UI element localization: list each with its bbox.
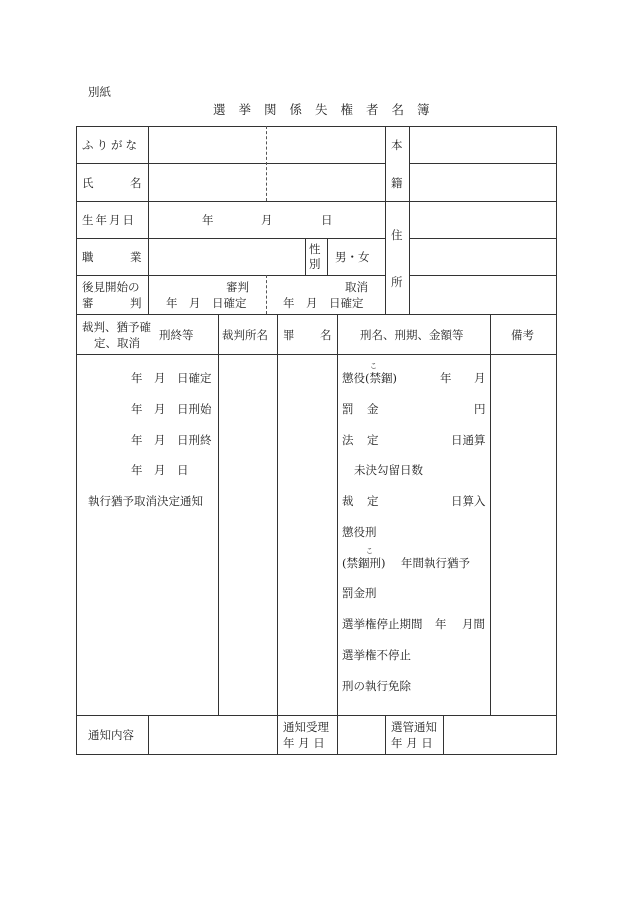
date-kakutei: 年 月 日確定	[131, 371, 212, 385]
shinpan-label: 審判	[226, 280, 249, 294]
kinkokei-label: (禁錮刑)	[342, 556, 386, 570]
torikeshi-label: 取消	[345, 280, 368, 294]
saitei-label-2: 定	[367, 494, 379, 508]
torikeshi-kakutei: 年 月 日確定	[283, 296, 364, 310]
col-zaimei-1: 罪	[283, 328, 295, 342]
bakkin-label-2: 金	[367, 402, 379, 416]
col-saiban-line2: 定、取消	[94, 336, 140, 350]
ruby-ko-2: こ	[366, 547, 373, 555]
ruby-ko-1: こ	[370, 362, 377, 370]
teishi-nen: 年	[435, 617, 447, 631]
koken-label-1: 後見開始の	[82, 280, 140, 294]
birthdate-label: 生年月日	[82, 213, 136, 227]
betsu-label: 別	[309, 257, 321, 271]
choueki-label: 懲役(禁錮)	[342, 371, 397, 385]
col-biko: 備考	[511, 328, 534, 342]
senkan-label-2: 年 月 日	[391, 736, 433, 750]
senkan-label-1: 選管通知	[391, 720, 437, 734]
date-plain: 年 月 日	[131, 463, 189, 477]
shimei-label-1: 氏	[82, 176, 94, 190]
col-court: 裁判所名	[222, 328, 268, 342]
col-zaimei-2: 名	[320, 328, 332, 342]
choueki-tsuki: 月	[474, 371, 486, 385]
gender-value: 男・女	[335, 250, 370, 264]
shokugyo-label-1: 職	[82, 250, 94, 264]
birth-day: 日	[321, 213, 333, 227]
bakkinkei-label: 罰金刑	[342, 586, 377, 600]
shimei-label-2: 名	[130, 176, 142, 190]
hotei-label-2: 定	[367, 433, 379, 447]
honseki-label-1: 本	[391, 138, 403, 152]
shinpan-kakutei: 年 月 日確定	[166, 296, 247, 310]
cancel-notice: 執行猶予取消決定通知	[88, 494, 203, 508]
date-keishu: 年 月 日刑終	[131, 433, 212, 447]
col-saiban-line1: 裁判、猶予確	[82, 320, 151, 334]
juri-label-2: 年 月 日	[283, 736, 325, 750]
futeishi-label: 選挙権不停止	[342, 648, 411, 662]
jusho-label-2: 所	[391, 275, 403, 289]
menjo-label: 刑の執行免除	[342, 679, 411, 693]
teishi-label: 選挙権停止期間	[342, 617, 423, 631]
teishi-tsuki: 月間	[462, 617, 485, 631]
shokugyo-label-2: 業	[130, 250, 142, 264]
koken-label-2a: 審	[82, 296, 94, 310]
juri-label-1: 通知受理	[283, 720, 329, 734]
chouekikei-label: 懲役刑	[342, 525, 377, 539]
date-keishi: 年 月 日刑始	[131, 402, 212, 416]
birth-month: 月	[261, 213, 273, 227]
page-title: 選挙関係失権者名簿	[213, 102, 443, 117]
honseki-label-2: 籍	[391, 176, 403, 190]
bakkin-en: 円	[474, 402, 486, 416]
saitei-tail: 日算入	[451, 494, 486, 508]
mikesu-label: 未決勾留日数	[354, 463, 423, 477]
col-keimei: 刑名、刑期、金額等	[360, 328, 464, 342]
yuyo-label: 年間執行猶予	[401, 556, 470, 570]
choueki-nen: 年	[440, 371, 452, 385]
hotei-tail: 日通算	[451, 433, 486, 447]
sei-label: 性	[309, 242, 321, 256]
bakkin-label-1: 罰	[342, 402, 354, 416]
koken-label-2b: 判	[130, 296, 142, 310]
jusho-label-1: 住	[391, 228, 403, 242]
furigana-label: ふりがな	[82, 138, 140, 152]
hotei-label-1: 法	[342, 433, 354, 447]
bessi-label: 別紙	[88, 85, 111, 99]
saitei-label-1: 裁	[342, 494, 354, 508]
birth-year: 年	[202, 213, 214, 227]
tsuchi-naiyo-label: 通知内容	[88, 728, 134, 742]
col-keishu: 刑終等	[159, 328, 194, 342]
